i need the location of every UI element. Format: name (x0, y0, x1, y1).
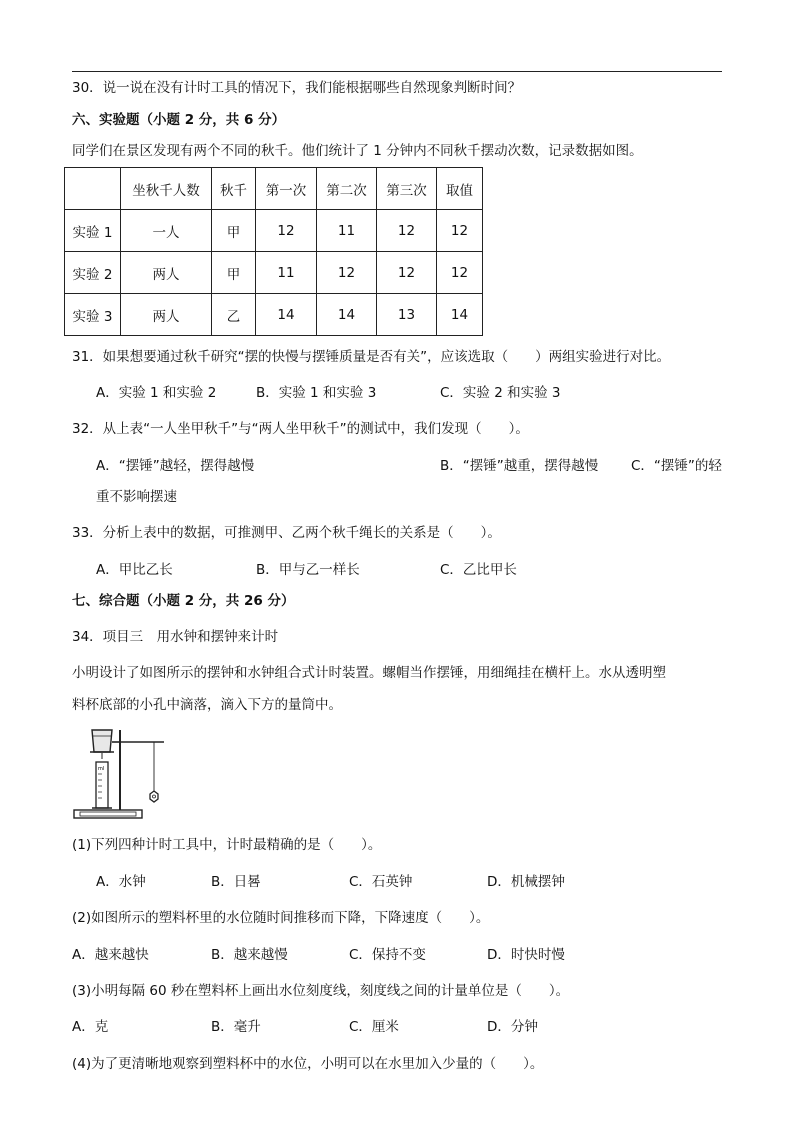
sub3-option-d[interactable]: D．分钟 (487, 1019, 538, 1035)
q32-option-c-continued: 重不影响摆速 (96, 489, 177, 505)
table-cell: 12 (437, 210, 483, 252)
table-cell: 11 (317, 210, 377, 252)
q32-option-c[interactable]: C．“摆锤”的轻 (631, 458, 722, 474)
table-header-cell: 第一次 (256, 168, 317, 210)
sub3-option-b[interactable]: B．毫升 (211, 1019, 261, 1035)
section-6-heading: 六、实验题（小题 2 分，共 6 分） (72, 112, 286, 128)
question-34-title: 34．项目三 用水钟和摆钟来计时 (72, 629, 279, 645)
table-cell: 12 (256, 210, 317, 252)
table-header-cell: 第三次 (377, 168, 437, 210)
sub1-option-a[interactable]: A．水钟 (96, 874, 146, 890)
table-header-cell: 坐秋千人数 (121, 168, 212, 210)
question-34-intro-line2: 料杯底部的小孔中滴落，滴入下方的量筒中。 (72, 697, 342, 713)
sub1-option-c[interactable]: C．石英钟 (349, 874, 413, 890)
sub1-option-b[interactable]: B．日晷 (211, 874, 261, 890)
table-cell: 实验 3 (65, 294, 121, 336)
sub2-option-b[interactable]: B．越来越慢 (211, 947, 288, 963)
table-cell: 14 (437, 294, 483, 336)
question-33-stem: 33．分析上表中的数据，可推测甲、乙两个秋千绳长的关系是（ ）。 (72, 525, 501, 541)
q32-option-a[interactable]: A．“摆锤”越轻，摆得越慢 (96, 458, 255, 474)
table-cell: 一人 (121, 210, 212, 252)
experiment-table (64, 167, 483, 336)
question-30: 30．说一说在没有计时工具的情况下，我们能根据哪些自然现象判断时间？ (72, 80, 522, 96)
header-rule (72, 71, 722, 72)
table-row (65, 252, 483, 294)
sub2-option-c[interactable]: C．保持不变 (349, 947, 426, 963)
question-31-stem: 31．如果想要通过秋千研究“摆的快慢与摆锤质量是否有关”，应该选取（ ）两组实验进行对比。 (72, 349, 671, 365)
table-cell: 实验 1 (65, 210, 121, 252)
q33-option-c[interactable]: C．乙比甲长 (440, 562, 517, 578)
table-row (65, 294, 483, 336)
sub2-option-a[interactable]: A．越来越快 (72, 947, 149, 963)
table-cell: 12 (377, 210, 437, 252)
table-cell: 两人 (121, 294, 212, 336)
table-header-cell: 第二次 (317, 168, 377, 210)
sub3-option-a[interactable]: A．克 (72, 1019, 109, 1035)
q31-option-b[interactable]: B．实验 1 和实验 3 (256, 385, 377, 401)
table-header-cell (65, 168, 121, 210)
q31-option-a[interactable]: A．实验 1 和实验 2 (96, 385, 217, 401)
table-cell: 实验 2 (65, 252, 121, 294)
table-row (65, 210, 483, 252)
section-6-intro: 同学们在景区发现有两个不同的秋千。他们统计了 1 分钟内不同秋千摆动次数，记录数据如图。 (72, 143, 643, 159)
table-header-row (65, 168, 483, 210)
table-cell: 甲 (212, 210, 256, 252)
table-cell: 12 (377, 252, 437, 294)
sub-question-3-stem: (3)小明每隔 60 秒在塑料杯上画出水位刻度线，刻度线之间的计量单位是（ ）。 (72, 983, 570, 999)
table-cell: 13 (377, 294, 437, 336)
q33-option-b[interactable]: B．甲与乙一样长 (256, 562, 360, 578)
question-34-intro-line1: 小明设计了如图所示的摆钟和水钟组合式计时装置。螺帽当作摆锤，用细绳挂在横杆上。水从透明塑 (72, 665, 666, 681)
table-cell: 乙 (212, 294, 256, 336)
section-7-heading: 七、综合题（小题 2 分，共 26 分） (72, 593, 295, 609)
q33-option-a[interactable]: A．甲比乙长 (96, 562, 173, 578)
table-cell: 14 (317, 294, 377, 336)
q32-option-b[interactable]: B．“摆锤”越重，摆得越慢 (440, 458, 599, 474)
table-cell: 甲 (212, 252, 256, 294)
q31-option-c[interactable]: C．实验 2 和实验 3 (440, 385, 561, 401)
sub-question-2-stem: (2)如图所示的塑料杯里的水位随时间推移而下降，下降速度（ ）。 (72, 910, 490, 926)
table-header-cell: 秋千 (212, 168, 256, 210)
question-32-stem: 32．从上表“一人坐甲秋千”与“两人坐甲秋千”的测试中，我们发现（ ）。 (72, 421, 529, 437)
table-cell: 两人 (121, 252, 212, 294)
cylinder-unit-label: ml (98, 766, 105, 772)
sub-question-4-stem: (4)为了更清晰地观察到塑料杯中的水位，小明可以在水里加入少量的（ ）。 (72, 1056, 544, 1072)
sub3-option-c[interactable]: C．厘米 (349, 1019, 399, 1035)
sub1-option-d[interactable]: D．机械摆钟 (487, 874, 565, 890)
table-cell: 14 (256, 294, 317, 336)
pendulum-water-clock-figure (72, 722, 172, 822)
table-cell: 12 (317, 252, 377, 294)
table-header-cell: 取值 (437, 168, 483, 210)
sub-question-1-stem: (1)下列四种计时工具中，计时最精确的是（ ）。 (72, 837, 382, 853)
sub2-option-d[interactable]: D．时快时慢 (487, 947, 565, 963)
table-cell: 12 (437, 252, 483, 294)
table-cell: 11 (256, 252, 317, 294)
